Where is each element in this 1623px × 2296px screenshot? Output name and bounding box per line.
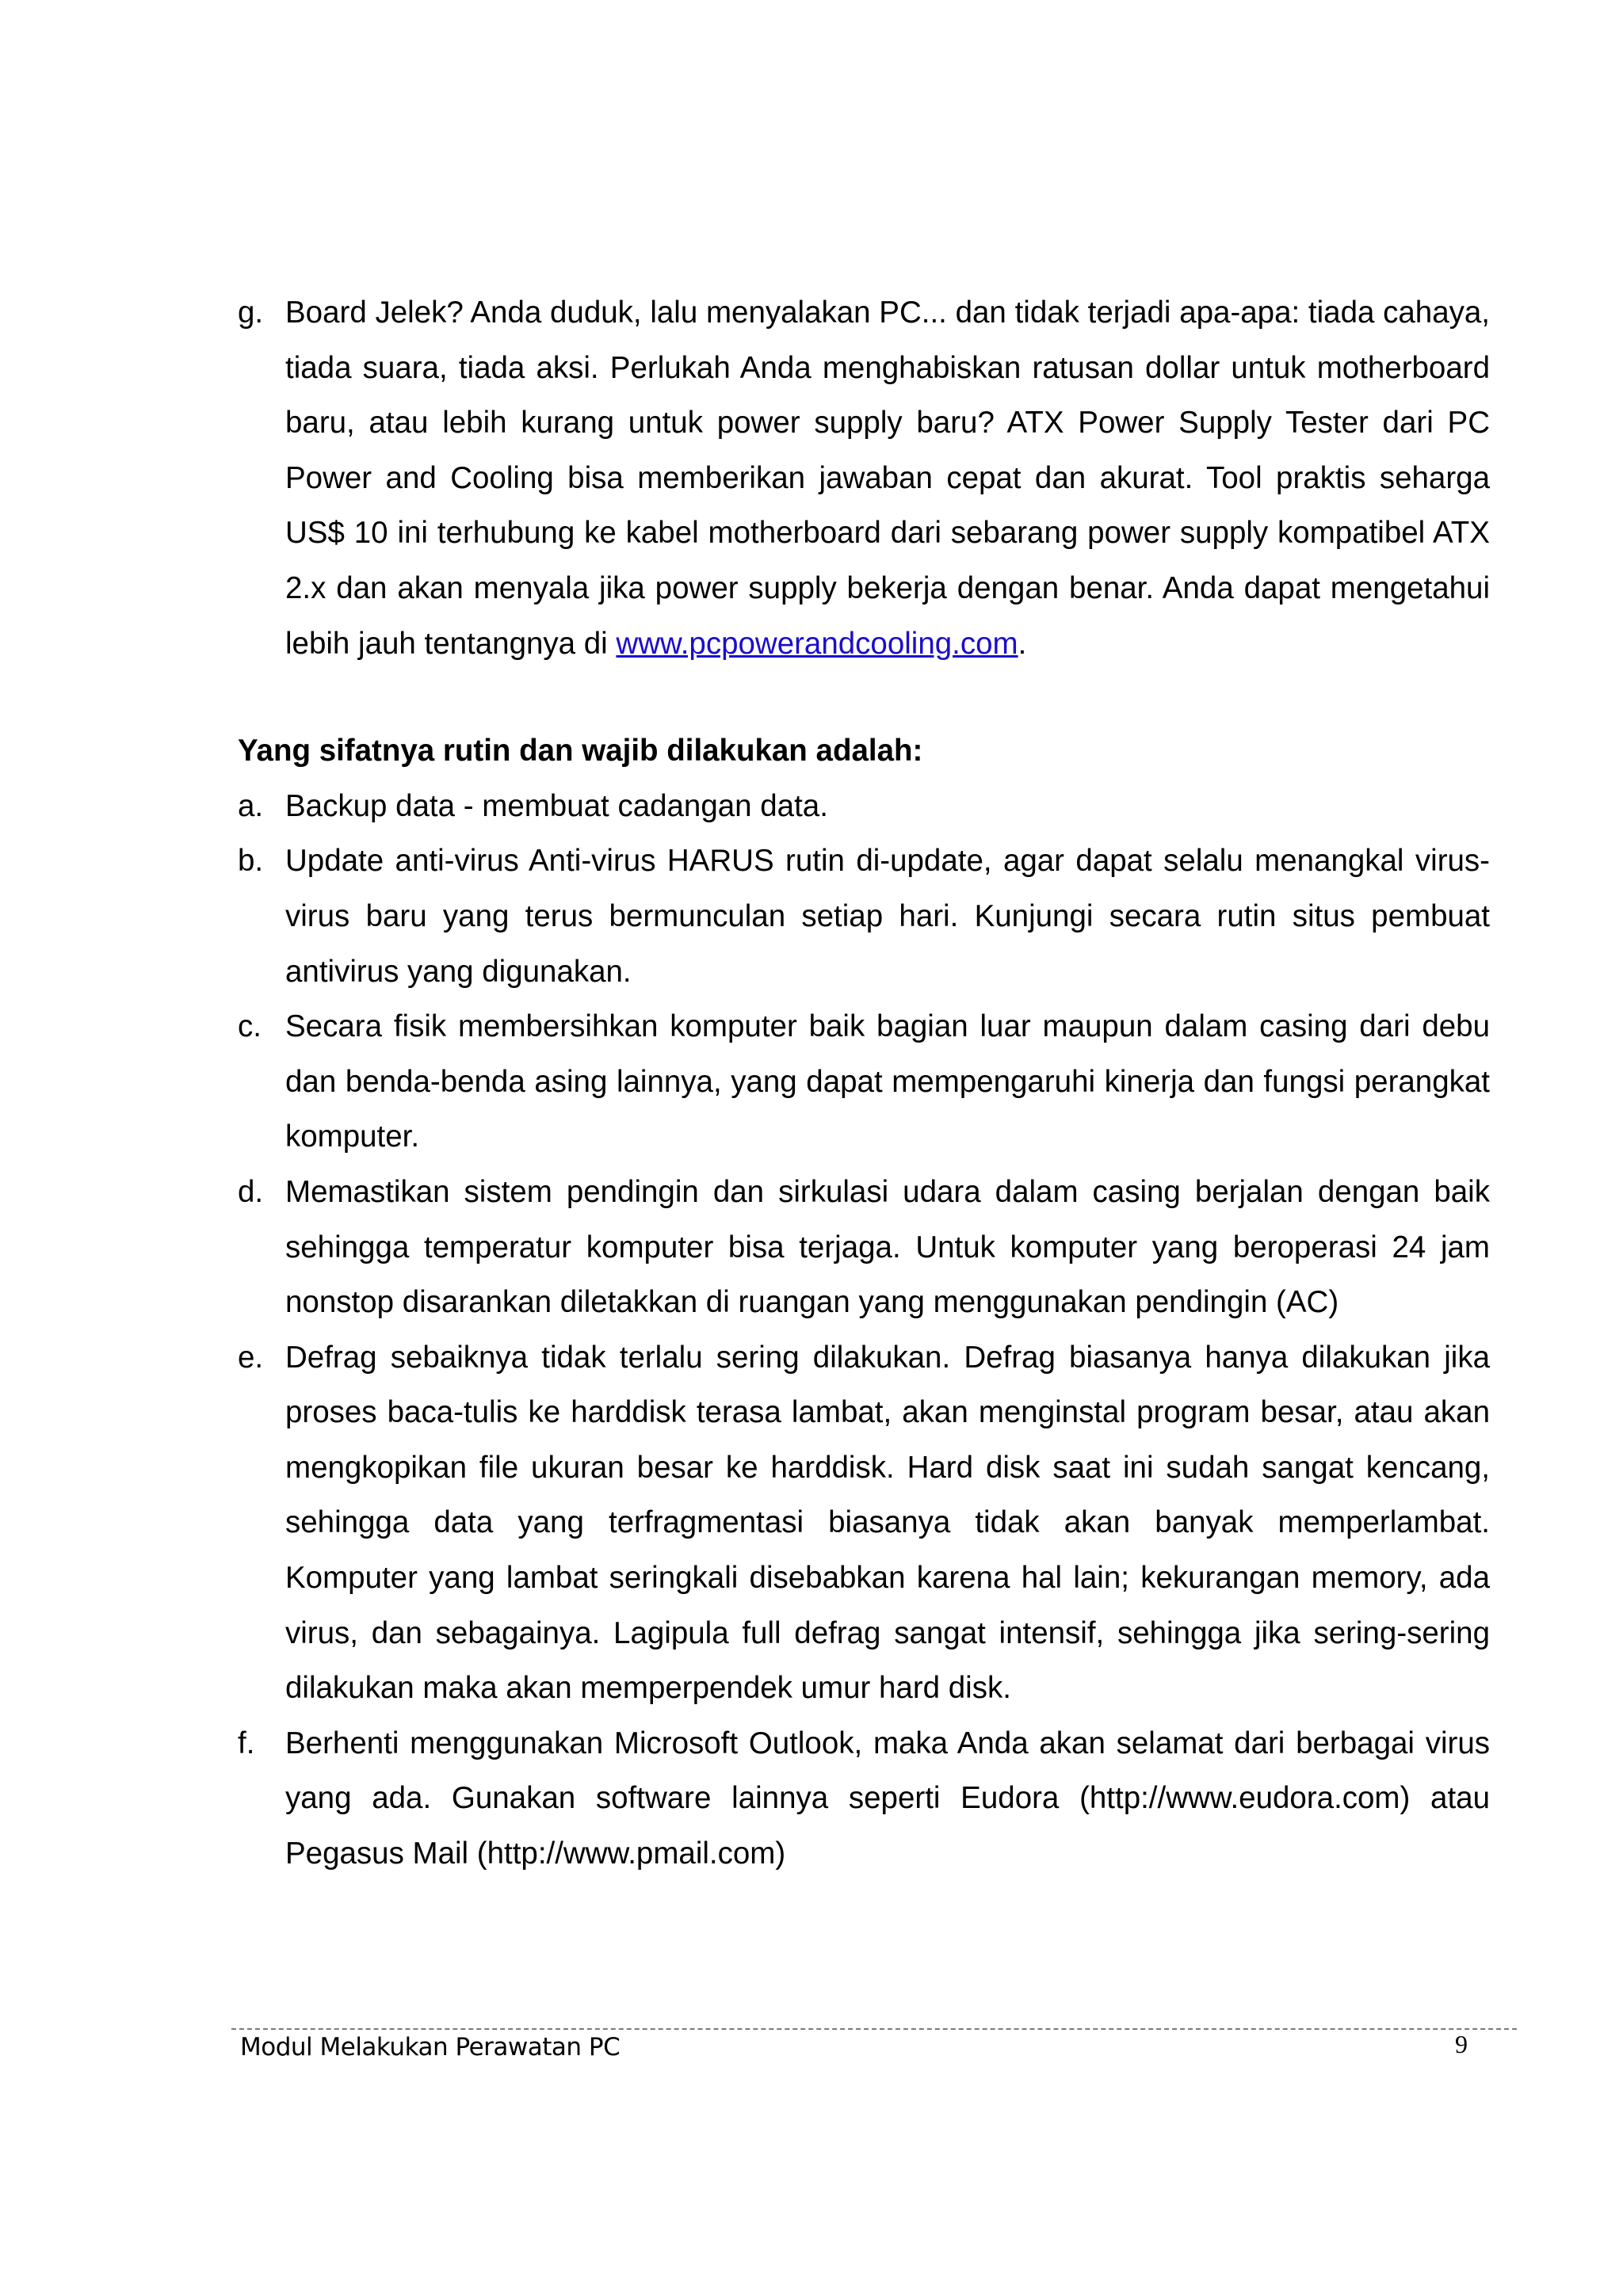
list-item-text: Berhenti menggunakan Microsoft Outlook, maka Anda akan selamat dari berbagai virus yang ada. Gunakan software lainnya seperti Eudora (http://www.eudora.com) atau Pegasus Mail (http://www.pmail.com) — [285, 1726, 1490, 1871]
footer-title: Modul Melakukan Perawatan PC — [240, 2033, 621, 2061]
list-marker: e. — [238, 1340, 264, 1375]
list-marker: b. — [238, 844, 264, 879]
list-item-text: Secara fisik membersihkan komputer baik bagian luar maupun dalam casing dari debu dan benda-benda asing lainnya, yang dapat mempengaruhi kinerja dan fungsi perangkat komputer. — [285, 1009, 1490, 1154]
list-item-c — [238, 999, 1490, 1165]
list-item-d — [238, 1165, 1490, 1330]
list-item-a — [238, 779, 1490, 834]
list-item-g — [238, 285, 1490, 671]
list-item-b — [238, 833, 1490, 999]
footer-divider — [231, 2028, 1517, 2030]
list-marker: g. — [238, 296, 264, 330]
section-heading: Yang sifatnya rutin dan wajib dilakukan adalah: — [238, 734, 923, 769]
list-item-text: Update anti-virus Anti-virus HARUS rutin di-update, agar dapat selalu menangkal virus-virus baru yang terus bermunculan setiap hari. Kunjungi secara rutin situs pembuat antivirus yang digunakan. — [285, 844, 1490, 989]
pcpowerandcooling-link[interactable]: www.pcpowerandcooling.com — [616, 626, 1018, 661]
link-trailing-punctuation: . — [1018, 626, 1027, 661]
list-item-body: Board Jelek? Anda duduk, lalu menyalakan PC... dan tidak terjadi apa-apa: tiada cahaya, tiada suara, tiada aksi. Perlukah Anda menghabiskan ratusan dollar untuk motherboard baru, atau lebih kurang untuk power supply baru? ATX Power Supply Tester dari PC Power and Cooling bisa memberikan jawaban cepat dan akurat. Tool praktis seharga US$ 10 ini terhubung ke kabel motherboard dari sebarang power supply kompatibel ATX 2.x dan akan menyala jika power supply bekerja dengan benar. Anda dapat mengetahui lebih jauh tentangnya di — [285, 296, 1490, 661]
list-marker: a. — [238, 788, 264, 823]
list-marker: f. — [238, 1726, 255, 1760]
list-item-f — [238, 1716, 1490, 1882]
list-item-text: Backup data - membuat cadangan data. — [285, 788, 828, 823]
list-marker: c. — [238, 1009, 262, 1044]
page-content — [238, 285, 1490, 1882]
list-item-text — [285, 285, 1490, 671]
list-marker: d. — [238, 1174, 264, 1209]
list-item-e — [238, 1330, 1490, 1716]
page-number: 9 — [1455, 2030, 1468, 2058]
list-item-text: Memastikan sistem pendingin dan sirkulasi udara dalam casing berjalan dengan baik sehingga temperatur komputer bisa terjaga. Untuk komputer yang beroperasi 24 jam nonstop disarankan diletakkan di ruangan yang menggunakan pendingin (AC) — [285, 1174, 1490, 1320]
list-item-text: Defrag sebaiknya tidak terlalu sering dilakukan. Defrag biasanya hanya dilakukan jika proses baca-tulis ke harddisk terasa lambat, akan menginstal program besar, atau akan mengkopikan file ukuran besar ke harddisk. Hard disk saat ini sudah sangat kencang, sehingga data yang terfragmentasi biasanya tidak akan banyak memperlambat. Komputer yang lambat seringkali disebabkan karena hal lain; kekurangan memory, ada virus, dan sebagainya. Lagipula full defrag sangat intensif, sehingga jika sering-sering dilakukan maka akan memperpendek umur hard disk. — [285, 1340, 1490, 1706]
